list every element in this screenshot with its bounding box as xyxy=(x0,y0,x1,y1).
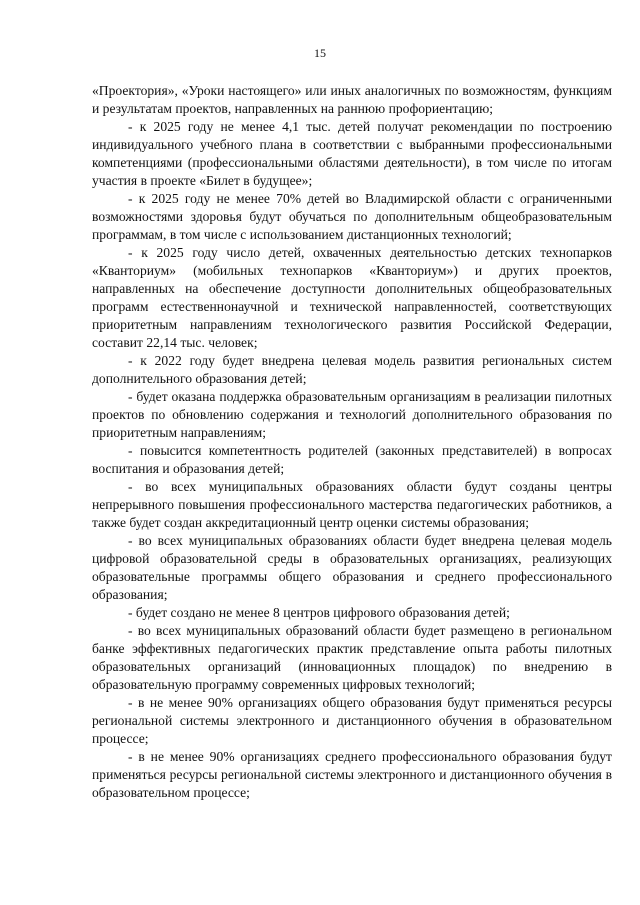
bullet-paragraph: - будет оказана поддержка образовательным организациям в реализации пилотных проектов по обновлению содержания и технологий дополнительного образования по приоритетным направлениям; xyxy=(92,389,612,440)
bullet-paragraph: - во всех муниципальных образованиях области будут созданы центры непрерывного повышения профессионального мастерства педагогических работников, а также будет создан аккредитационный центр оценки системы образования; xyxy=(92,479,612,530)
bullet-paragraph: - будет создано не менее 8 центров цифрового образования детей; xyxy=(128,605,510,620)
bullet-paragraph: - в не менее 90% организациях общего образования будут применяться ресурсы региональной системы электронного и дистанционного обучения в образовательном процессе; xyxy=(92,695,612,746)
bullet-paragraph: - во всех муниципальных образованиях области будет внедрена целевая модель цифровой образовательной среды в образовательных организациях, реализующих образовательные программы общего образования и среднего профессионального образования; xyxy=(92,533,612,602)
bullet-paragraph: - к 2025 году число детей, охваченных деятельностью детских технопарков «Кванториум» (мобильных технопарков «Кванториум») и других проектов, направленных на обеспечение доступности дополнительных общеобразовательных программ естественнонаучной и технической направленностей, соответствующих приоритетным направлениям технологического развития Российской Федерации, составит 22,14 тыс. человек; xyxy=(92,245,612,350)
bullet-paragraph: - к 2022 году будет внедрена целевая модель развития региональных систем дополнительного образования детей; xyxy=(92,353,612,386)
bullet-paragraph: - в не менее 90% организациях среднего профессионального образования будут применяться ресурсы региональной системы электронного и дистанционного обучения в образовательном процессе; xyxy=(92,749,612,800)
bullet-paragraph: - повысится компетентность родителей (законных представителей) в вопросах воспитания и образования детей; xyxy=(92,443,612,476)
page-number: 15 xyxy=(314,46,326,60)
paragraph: «Проектория», «Уроки настоящего» или иных аналогичных по возможностям, функциям и результатам проектов, направленных на раннюю профориентацию; xyxy=(92,83,612,116)
bullet-paragraph: - к 2025 году не менее 4,1 тыс. детей получат рекомендации по построению индивидуального учебного плана в соответствии с выбранными профессиональными компетенциями (профессиональными областями деятельности), в том числе по итогам участия в проекте «Билет в будущее»; xyxy=(92,119,612,188)
bullet-paragraph: - к 2025 году не менее 70% детей во Владимирской области с ограниченными возможностями здоровья будут обучаться по дополнительным общеобразовательным программам, в том числе с использованием дистанционных технологий; xyxy=(92,191,612,242)
bullet-paragraph: - во всех муниципальных образований области будет размещено в региональном банке эффективных педагогических практик представление опыта работы пилотных образовательных организаций (инновационных площадок) по внедрению в образовательную программу современных цифровых технологий; xyxy=(92,623,612,692)
document-body xyxy=(92,82,612,802)
